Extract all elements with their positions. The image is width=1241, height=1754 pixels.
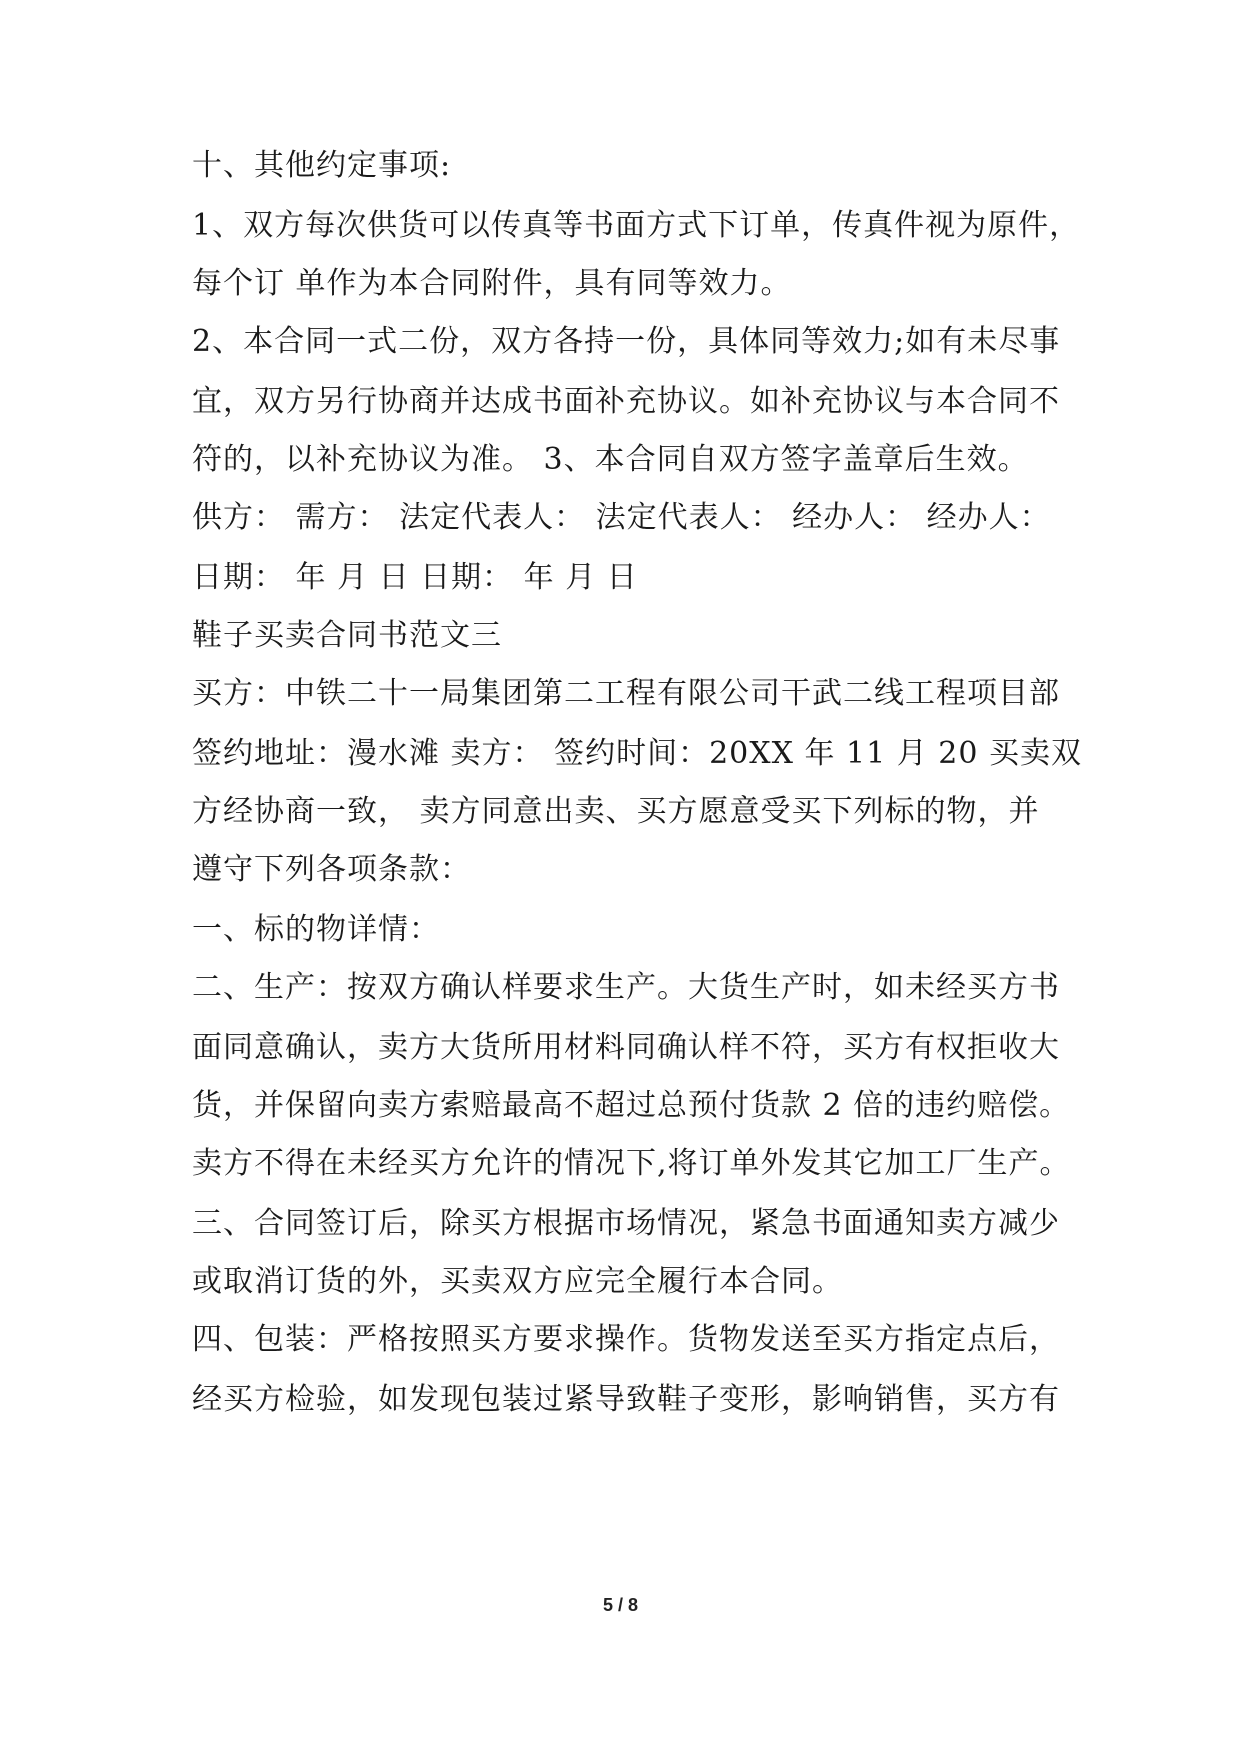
text-line: 十、其他约定事项: — [192, 148, 452, 183]
text-line: 签约地址：漫水滩 卖方： 签约时间：20XX 年 11 月 20 买卖双 — [192, 736, 1082, 771]
text-line: 1、双方每次供货可以传真等书面方式下订单，传真件视为原件， — [192, 208, 1081, 243]
text-line: 方经协商一致， 卖方同意出卖、买方愿意受买下列标的物，并 — [192, 794, 1040, 829]
text-line: 二、生产：按双方确认样要求生产。大货生产时，如未经买方书 — [192, 970, 1060, 1005]
text-line: 面同意确认，卖方大货所用材料同确认样不符，买方有权拒收大 — [192, 1030, 1060, 1065]
text-line: 符的，以补充协议为准。 3、本合同自双方签字盖章后生效。 — [192, 442, 1029, 477]
text-line: 货，并保留向卖方索赔最高不超过总预付货款 2 倍的违约赔偿。 — [192, 1088, 1071, 1123]
text-line: 每个订 单作为本合同附件，具有同等效力。 — [192, 266, 792, 301]
text-line: 宜，双方另行协商并达成书面补充协议。如补充协议与本合同不 — [192, 384, 1060, 419]
section-heading: 鞋子买卖合同书范文三 — [192, 618, 502, 653]
text-line: 经买方检验，如发现包装过紧导致鞋子变形，影响销售，买方有 — [192, 1382, 1060, 1417]
page-number: 5 / 8 — [602, 1595, 639, 1615]
text-line: 卖方不得在未经买方允许的情况下,将订单外发其它加工厂生产。 — [192, 1146, 1071, 1181]
text-line: 买方：中铁二十一局集团第二工程有限公司干武二线工程项目部 — [192, 676, 1060, 711]
text-line: 三、合同签订后，除买方根据市场情况，紧急书面通知卖方减少 — [192, 1206, 1060, 1241]
text-line: 遵守下列各项条款： — [192, 852, 471, 887]
text-line: 日期： 年 月 日 日期： 年 月 日 — [192, 560, 638, 595]
text-line: 一、标的物详情： — [192, 912, 440, 947]
text-line: 供方： 需方： 法定代表人： 法定代表人： 经办人： 经办人： — [192, 500, 1051, 535]
text-line: 四、包装：严格按照买方要求操作。货物发送至买方指定点后， — [192, 1322, 1060, 1357]
text-line: 2、本合同一式二份，双方各持一份，具体同等效力;如有未尽事 — [192, 324, 1061, 359]
text-line: 或取消订货的外，买卖双方应完全履行本合同。 — [192, 1264, 843, 1299]
